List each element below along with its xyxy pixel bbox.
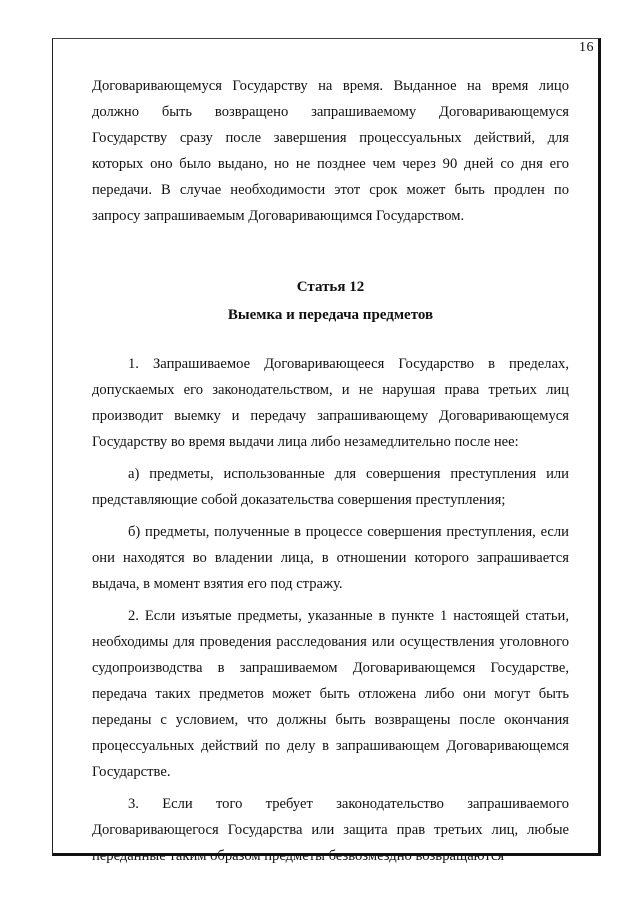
article-title: Выемка и передача предметов — [227, 307, 434, 323]
document-body — [92, 73, 569, 869]
paragraph-clause-2: 2. Если изъятые предметы, указанные в пункте 1 настоящей статьи, необходимы для проведения расследования или осуществления уголовного судопроизводства в запрашиваемом Договаривающемся Государстве, передача таких предметов может быть отложена либо они могут быть переданы с условием, что должны быть возвращены после окончания процессуальных действий по делу в запрашивающем Договаривающемся Государстве. — [92, 608, 569, 780]
paragraph-subclause-b: б) предметы, полученные в процессе совершения преступления, если они находятся во владении лица, в отношении которого запрашивается выдача, в момент взятия его под стражу. — [92, 524, 569, 592]
spacer — [92, 229, 569, 251]
spacer — [92, 329, 569, 351]
article-number: Статья 12 — [296, 279, 365, 295]
paragraph-continuation: Договаривающемуся Государству на время. Выданное на время лицо должно быть возвращено запрашиваемому Договаривающемуся Государству сразу после завершения процессуальных действий, для которых оно было выдано, но не позднее чем через 90 дней со дня его передачи. В случае необходимости этот срок может быть продлен по запросу запрашиваемым Договаривающимся Государством. — [92, 78, 569, 224]
page-number: 16 — [579, 40, 594, 55]
paragraph-clause-1: 1. Запрашиваемое Договаривающееся Государство в пределах, допускаемых его законодательством, и не нарушая права третьих лиц производит выемку и передачу запрашивающему Договаривающемуся Государству во время выдачи лица либо незамедлительно после нее: — [92, 356, 569, 450]
spacer — [92, 251, 569, 273]
paragraph-clause-3: 3. Если того требует законодательство запрашиваемого Договаривающегося Государства или защита прав третьих лиц, любые переданные таким образом предметы безвозмездно возвращаются — [92, 796, 569, 864]
paragraph-subclause-a: а) предметы, использованные для совершения преступления или представляющие собой доказательства совершения преступления; — [92, 466, 569, 508]
